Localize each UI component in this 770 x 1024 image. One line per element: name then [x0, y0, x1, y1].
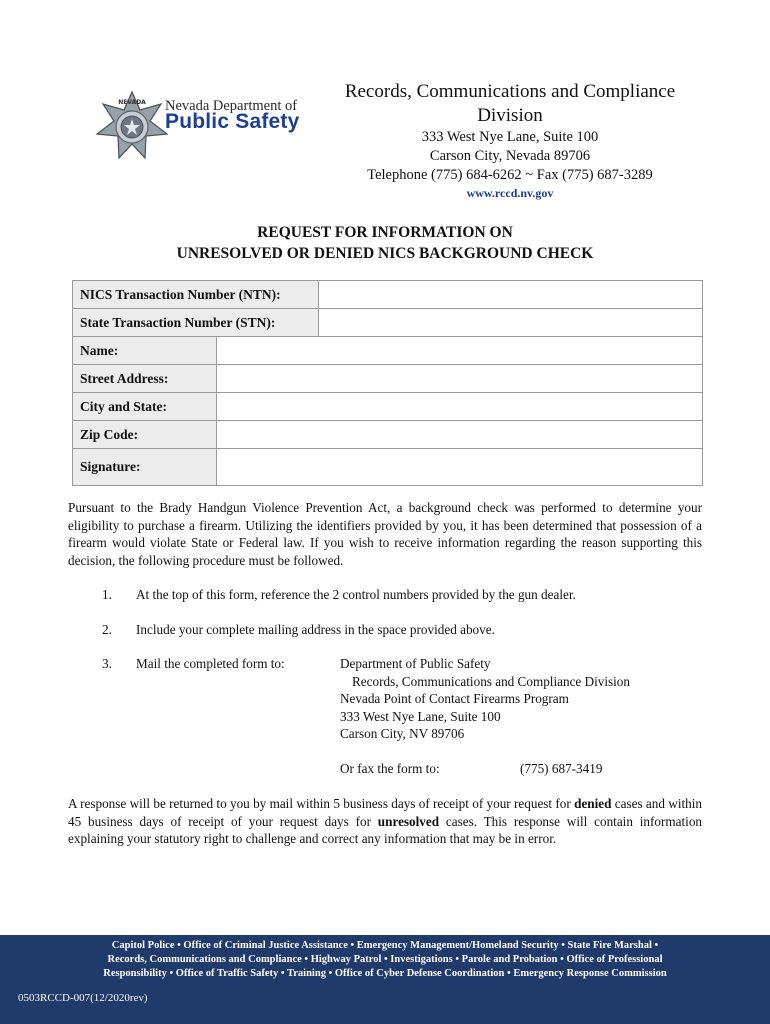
- mail-line-5: Carson City, NV 89706: [340, 726, 465, 742]
- step-3-number: 3.: [102, 656, 112, 671]
- division-name: Records, Communications and Compliance Division: [344, 81, 676, 126]
- star-badge-icon: [95, 90, 169, 162]
- step-1-text: At the top of this form, reference the 2 control numbers provided by the gun dealer.: [136, 587, 576, 602]
- division-header: [340, 80, 680, 201]
- mail-line-1: Department of Public Safety: [340, 656, 491, 671]
- mailing-address: [340, 655, 630, 743]
- table-row: [73, 393, 703, 421]
- title-line-2: UNRESOLVED OR DENIED NICS BACKGROUND CHECK: [176, 245, 594, 262]
- footer-line-2: Records, Communications and Compliance • Highway Patrol • Investigations • Parole and Probation • Office of Professional: [107, 954, 663, 965]
- response-text-1: A response will be returned to you by mail within 5 business days of receipt of your request for: [68, 796, 575, 811]
- step-3-text: Mail the completed form to:: [136, 656, 285, 671]
- response-bold-denied: denied: [574, 796, 612, 811]
- form-code: 0503RCCD-007(12/2020rev): [18, 992, 148, 1004]
- mail-line-3: Nevada Point of Contact Firearms Program: [340, 691, 569, 707]
- logo-department-text: Nevada Department of: [165, 98, 298, 114]
- address-line-2: Carson City, Nevada 89706: [429, 148, 591, 164]
- name-label: Name:: [73, 337, 217, 365]
- logo-agency-text: Public Safety: [165, 110, 300, 133]
- address-line-1: 333 West Nye Lane, Suite 100: [421, 129, 599, 145]
- response-paragraph: [68, 795, 702, 848]
- step-2-number: 2.: [102, 622, 112, 637]
- footer-agencies: [40, 939, 730, 981]
- fax-label: Or fax the form to:: [340, 761, 440, 776]
- signature-field[interactable]: [217, 449, 703, 486]
- step-1-number: 1.: [102, 587, 112, 602]
- phone-fax-line: Telephone (775) 684-6262 ~ Fax (775) 687-3289: [367, 167, 653, 183]
- response-text-3: cases. This response will contain information explaining your statutory right to challenge and correct any information that may be in error.: [68, 813, 703, 847]
- street-address-field[interactable]: [217, 365, 703, 393]
- footer-line-1: Capitol Police • Office of Criminal Justice Assistance • Emergency Management/Homeland Security • State Fire Marshal •: [111, 940, 659, 951]
- svg-text:NEVADA: NEVADA: [118, 99, 146, 106]
- response-bold-unresolved: unresolved: [377, 813, 440, 829]
- stn-label: State Transaction Number (STN):: [73, 309, 319, 337]
- intro-paragraph: Pursuant to the Brady Handgun Violence Prevention Act, a background check was performed to determine your eligibility to purchase a firearm. Utilizing the identifiers provided by you, it has been determined that possession of a firearm would violate State or Federal law. If you wish to receive information regarding the reason supporting this decision, the following procedure must be followed.: [68, 500, 702, 568]
- street-address-label: Street Address:: [73, 365, 217, 393]
- table-row: [73, 365, 703, 393]
- footer-line-3: Responsibility • Office of Traffic Safety • Training • Office of Cyber Defense Coordination • Emergency Response Commission: [103, 968, 667, 979]
- zip-code-label: Zip Code:: [73, 421, 217, 449]
- fax-number: (775) 687-3419: [520, 761, 603, 776]
- ntn-label: NICS Transaction Number (NTN):: [73, 281, 319, 309]
- city-state-label: City and State:: [73, 393, 217, 421]
- mail-line-2: Records, Communications and Compliance Division: [352, 673, 630, 689]
- table-row: [73, 421, 703, 449]
- table-row: [73, 281, 703, 309]
- website-link[interactable]: www.rccd.nv.gov: [466, 186, 554, 200]
- dps-logo: [95, 90, 325, 162]
- ntn-field[interactable]: [319, 281, 703, 309]
- table-row: [73, 309, 703, 337]
- table-row: [73, 337, 703, 365]
- signature-label: Signature:: [73, 449, 217, 486]
- city-state-field[interactable]: [217, 393, 703, 421]
- stn-field[interactable]: [319, 309, 703, 337]
- mail-line-4: 333 West Nye Lane, Suite 100: [340, 708, 501, 724]
- name-field[interactable]: [217, 337, 703, 365]
- request-form-table: [72, 280, 703, 486]
- response-text-2: cases and within 45 business days of receipt of your request days for: [68, 796, 702, 829]
- footer-bar: [0, 935, 770, 1024]
- zip-code-field[interactable]: [217, 421, 703, 449]
- table-row: [73, 449, 703, 486]
- title-line-1: REQUEST FOR INFORMATION ON: [257, 224, 513, 241]
- form-title: [60, 222, 710, 264]
- step-2-text: Include your complete mailing address in the space provided above.: [136, 622, 495, 637]
